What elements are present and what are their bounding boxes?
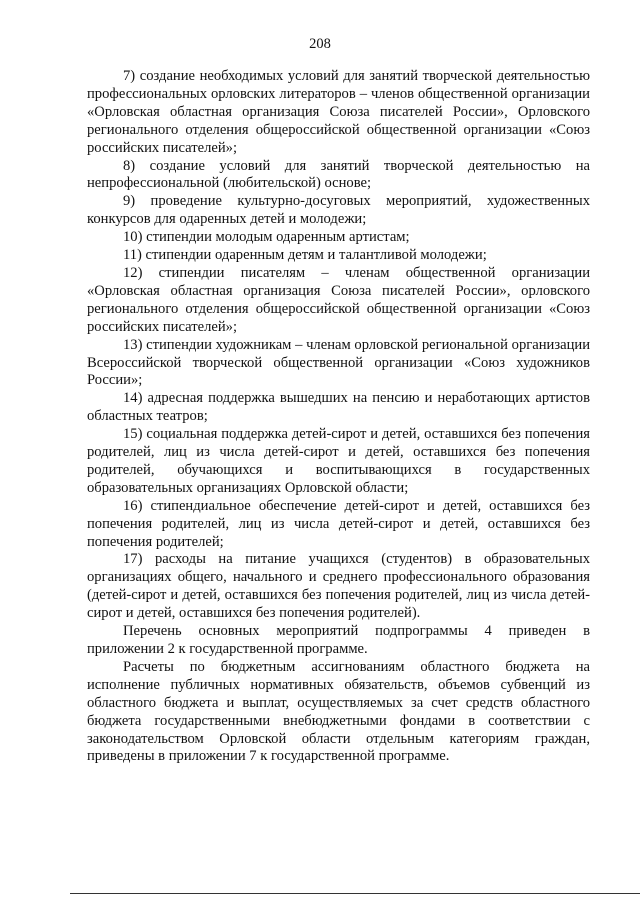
bottom-rule-line <box>70 893 640 894</box>
list-item-17: 17) расходы на питание учащихся (студентов) в образовательных организациях общего, начального и среднего профессионального образования (детей-сирот и детей, оставшихся без попечения родителей, лиц из числа детей-сирот и детей, оставшихся без попечения родителей). <box>87 551 590 622</box>
list-item-8: 8) создание условий для занятий творческой деятельностью на непрофессиональной (любительской) основе; <box>87 157 590 192</box>
list-item-14: 14) адресная поддержка вышедших на пенсию и неработающих артистов областных театров; <box>87 390 590 425</box>
list-item-7: 7) создание необходимых условий для занятий творческой деятельностью профессиональных орловских литераторов – членов общественной организации «Орловская областная организация Союза писателей России», Орловского регионального отделения общероссийской общественной организации «Союз российских писателей»; <box>87 68 590 156</box>
list-item-9: 9) проведение культурно-досуговых мероприятий, художественных конкурсов для одаренных детей и молодежи; <box>87 193 590 228</box>
list-item-13: 13) стипендии художникам – членам орловской региональной организации Всероссийской творческой общественной организации «Союз художников России»; <box>87 336 590 389</box>
list-item-12: 12) стипендии писателям – членам общественной организации «Орловская областная организация Союза писателей России», орловского регионального отделения общероссийской общественной организации «Союз российских писателей»; <box>87 264 590 335</box>
page-number: 208 <box>309 36 331 52</box>
document-body <box>87 68 590 766</box>
budget-calculations-paragraph: Расчеты по бюджетным ассигнованиям областного бюджета на исполнение публичных нормативных обязательств, объемов субвенций из областного бюджета и выплат, осуществляемых за счет средств областного бюджета государственными внебюджетными фондами в соответствии с законодательством Орловской области отдельным категориям граждан, приведены в приложении 7 к государственной программе. <box>87 658 590 765</box>
list-item-16: 16) стипендиальное обеспечение детей-сирот и детей, оставшихся без попечения родителей, лиц из числа детей-сирот и детей, оставшихся без попечения родителей; <box>87 497 590 550</box>
list-item-15: 15) социальная поддержка детей-сирот и детей, оставшихся без попечения родителей, лиц из числа детей-сирот и детей, оставшихся без попечения родителей, обучающихся и воспитывающихся в государственных образовательных организациях Орловской области; <box>87 426 590 496</box>
measures-list-paragraph: Перечень основных мероприятий подпрограммы 4 приведен в приложении 2 к государственной программе. <box>87 623 590 657</box>
list-item-10: 10) стипендии молодым одаренным артистам; <box>123 229 410 246</box>
list-item-11: 11) стипендии одаренным детям и талантливой молодежи; <box>123 247 487 264</box>
